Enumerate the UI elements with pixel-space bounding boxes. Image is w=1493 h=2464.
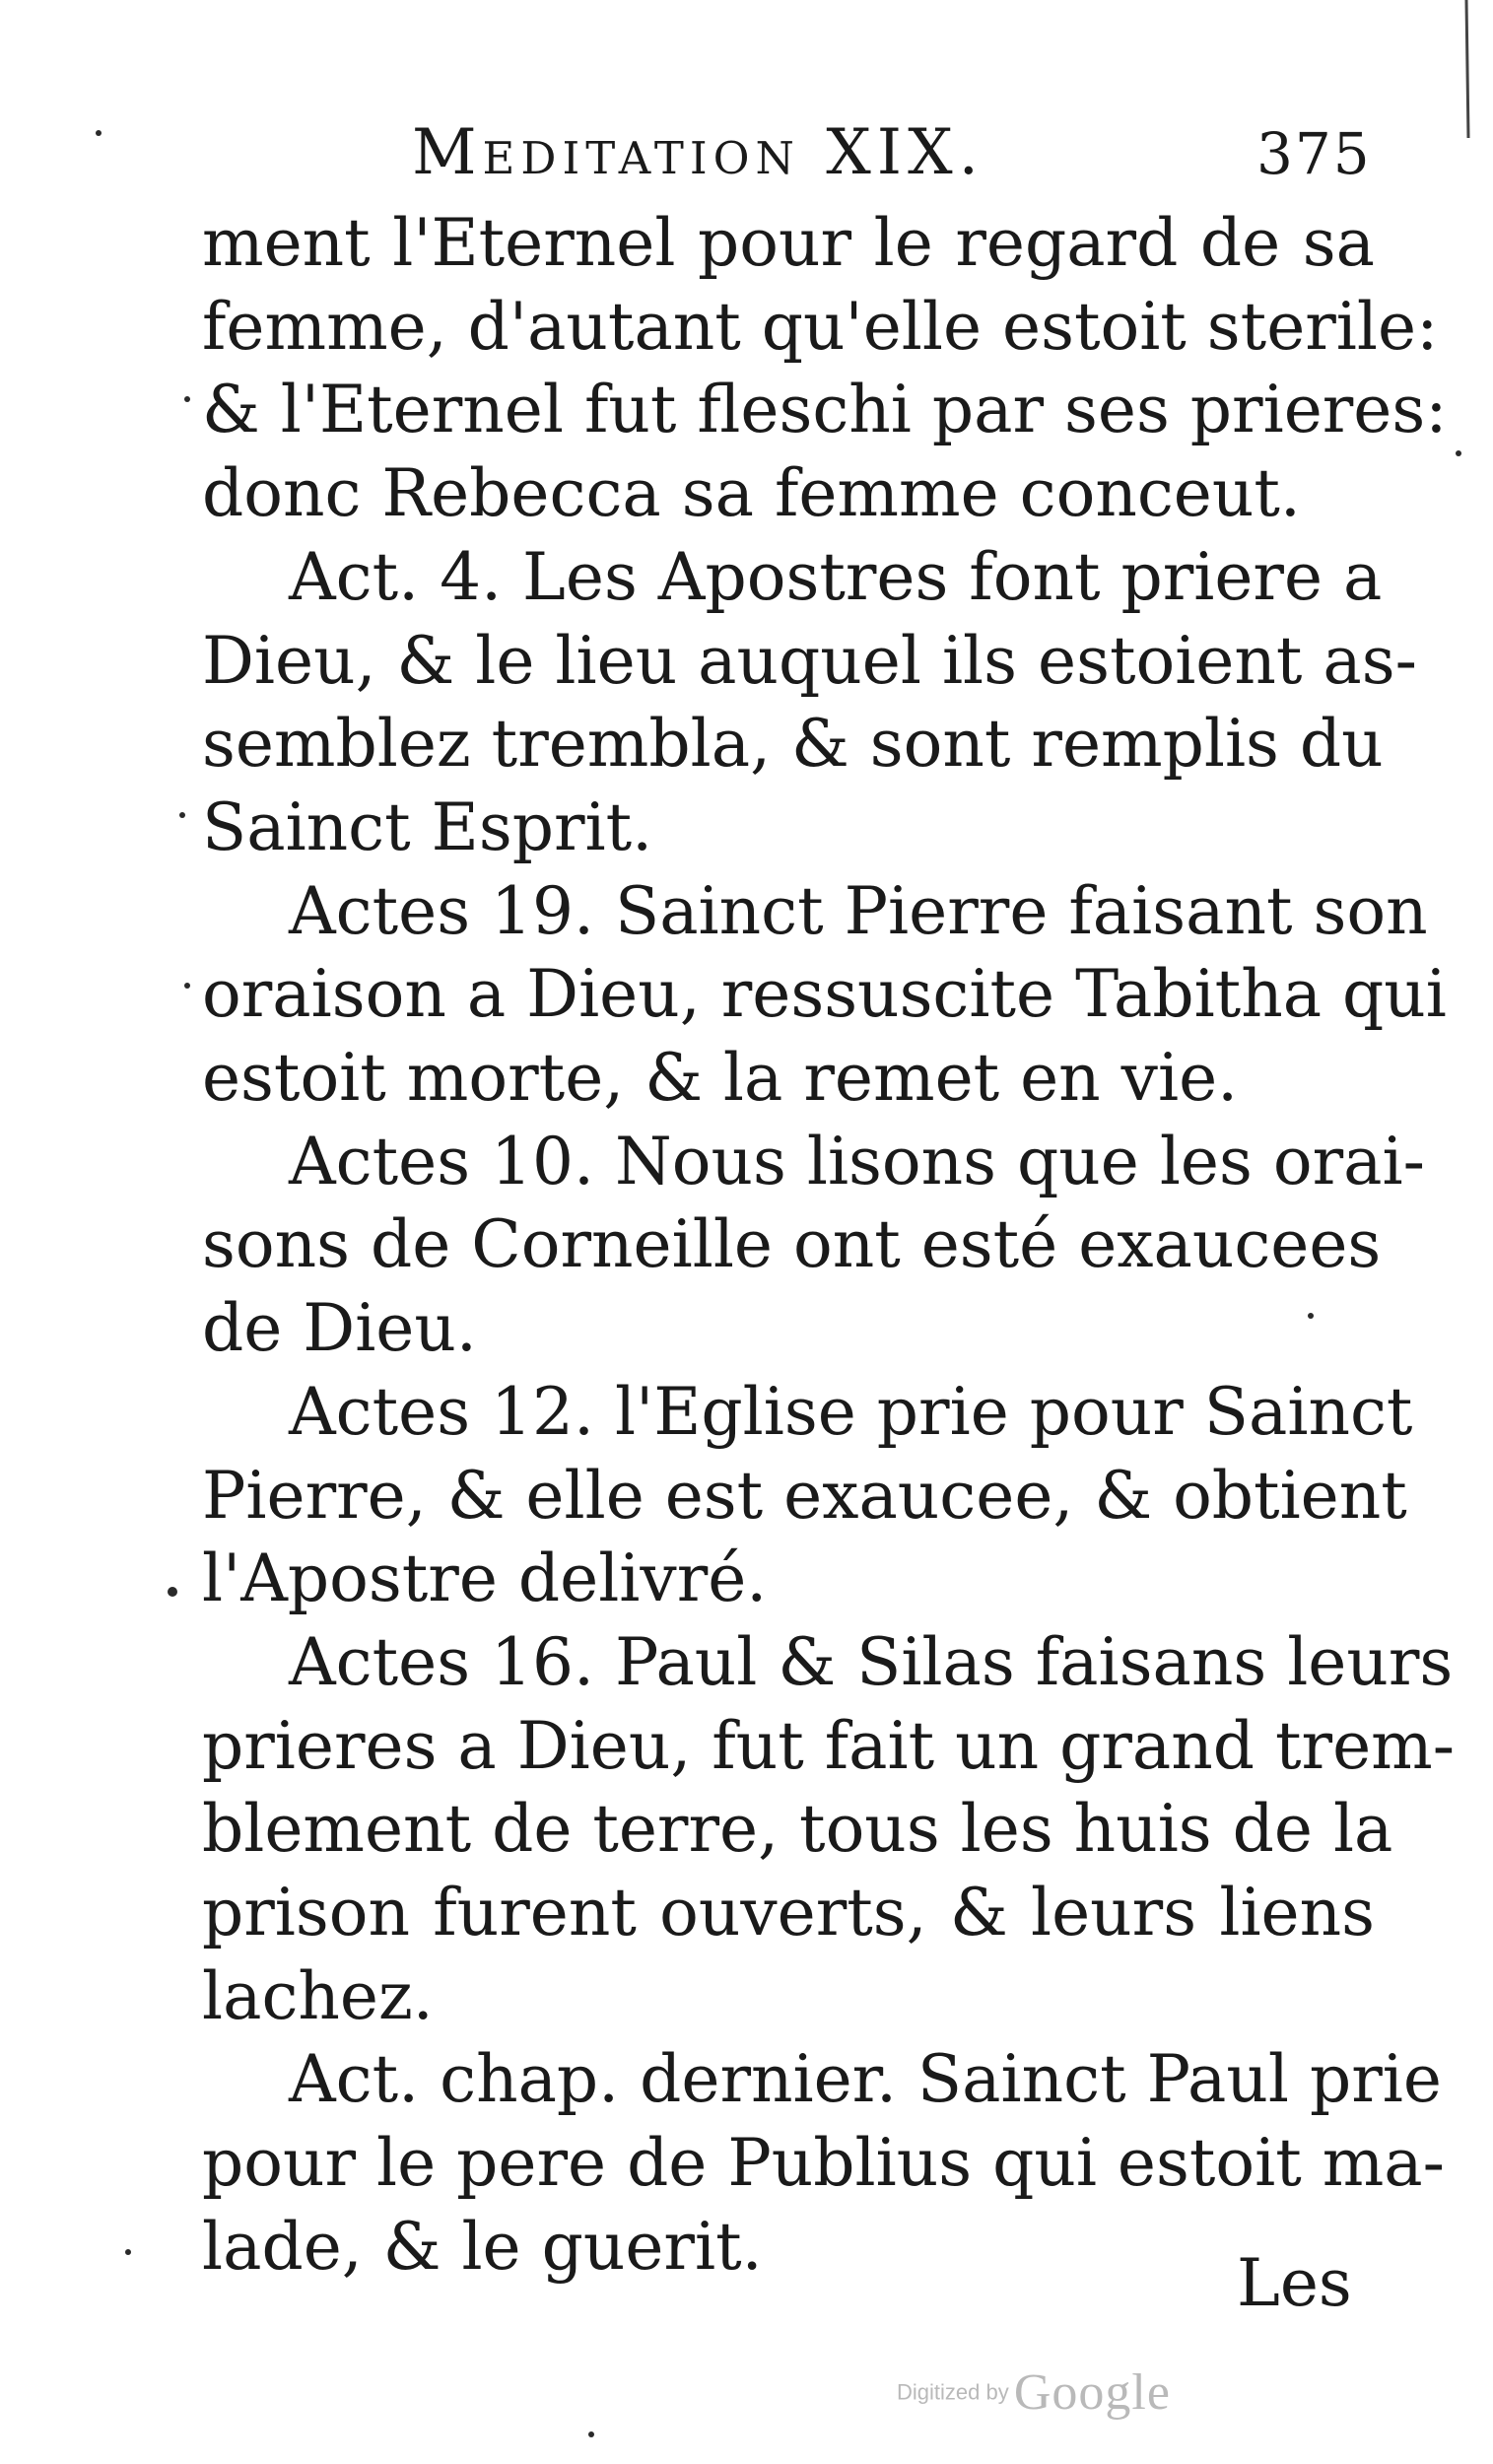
text-line: Actes 12. l'Eglise prie pour Sainct (289, 1373, 1413, 1450)
ink-speck (168, 1587, 177, 1597)
text-line: semblez trembla, & sont remplis du (202, 706, 1384, 783)
page-number: 375 (1256, 120, 1372, 187)
text-line: prieres a Dieu, fut fait un grand trem- (202, 1707, 1456, 1784)
google-logo: Google (1013, 2364, 1171, 2421)
text-line: Actes 19. Sainct Pierre faisant son (289, 872, 1428, 949)
text-line: femme, d'autant qu'elle estoit sterile: (202, 288, 1439, 365)
text-line: estoit morte, & la remet en vie. (202, 1040, 1239, 1117)
ink-speck (588, 2431, 594, 2437)
digitized-watermark (897, 2363, 1212, 2432)
ink-speck (125, 2249, 131, 2255)
ink-speck (184, 983, 190, 989)
body-text (202, 202, 1456, 2290)
text-line: blement de terre, tous les huis de la (202, 1791, 1393, 1868)
text-line: sons de Corneille ont esté exaucees (202, 1206, 1382, 1283)
text-line: lade, & le guerit. (202, 2208, 763, 2285)
text-line: Act. 4. Les Apostres font priere a (289, 538, 1383, 615)
ink-speck (179, 812, 185, 818)
text-line: Sainct Esprit. (202, 788, 653, 865)
text-line: donc Rebecca sa femme conceut. (202, 455, 1301, 532)
ink-speck (1456, 450, 1461, 456)
text-line: ment l'Eternel pour le regard de sa (202, 205, 1375, 281)
text-line: Act. chap. dernier. Sainct Paul prie (289, 2041, 1442, 2118)
text-line: de Dieu. (202, 1290, 477, 1367)
page-header (0, 116, 1493, 205)
text-line: lachez. (202, 1957, 434, 2034)
text-line: pour le pere de Publius qui estoit ma- (202, 2125, 1445, 2202)
watermark-prefix: Digitized by (897, 2379, 1009, 2405)
text-line: Actes 10. Nous lisons que les orai- (289, 1123, 1425, 1199)
text-line: l'Apostre delivré. (202, 1540, 768, 1617)
text-line: oraison a Dieu, ressuscite Tabitha qui (202, 956, 1447, 1033)
catchword: Les (1237, 2245, 1352, 2321)
text-line: Dieu, & le lieu auquel ils estoient as- (202, 622, 1417, 699)
text-line: Pierre, & elle est exaucee, & obtient (202, 1457, 1407, 1534)
text-line: prison furent ouverts, & leurs liens (202, 1875, 1375, 1951)
text-line: Actes 16. Paul & Silas faisans leurs (289, 1623, 1454, 1700)
text-line: & l'Eternel fut fleschi par ses prieres: (202, 372, 1448, 448)
ink-speck (184, 396, 190, 402)
running-title: Meditation XIX. (412, 116, 984, 189)
